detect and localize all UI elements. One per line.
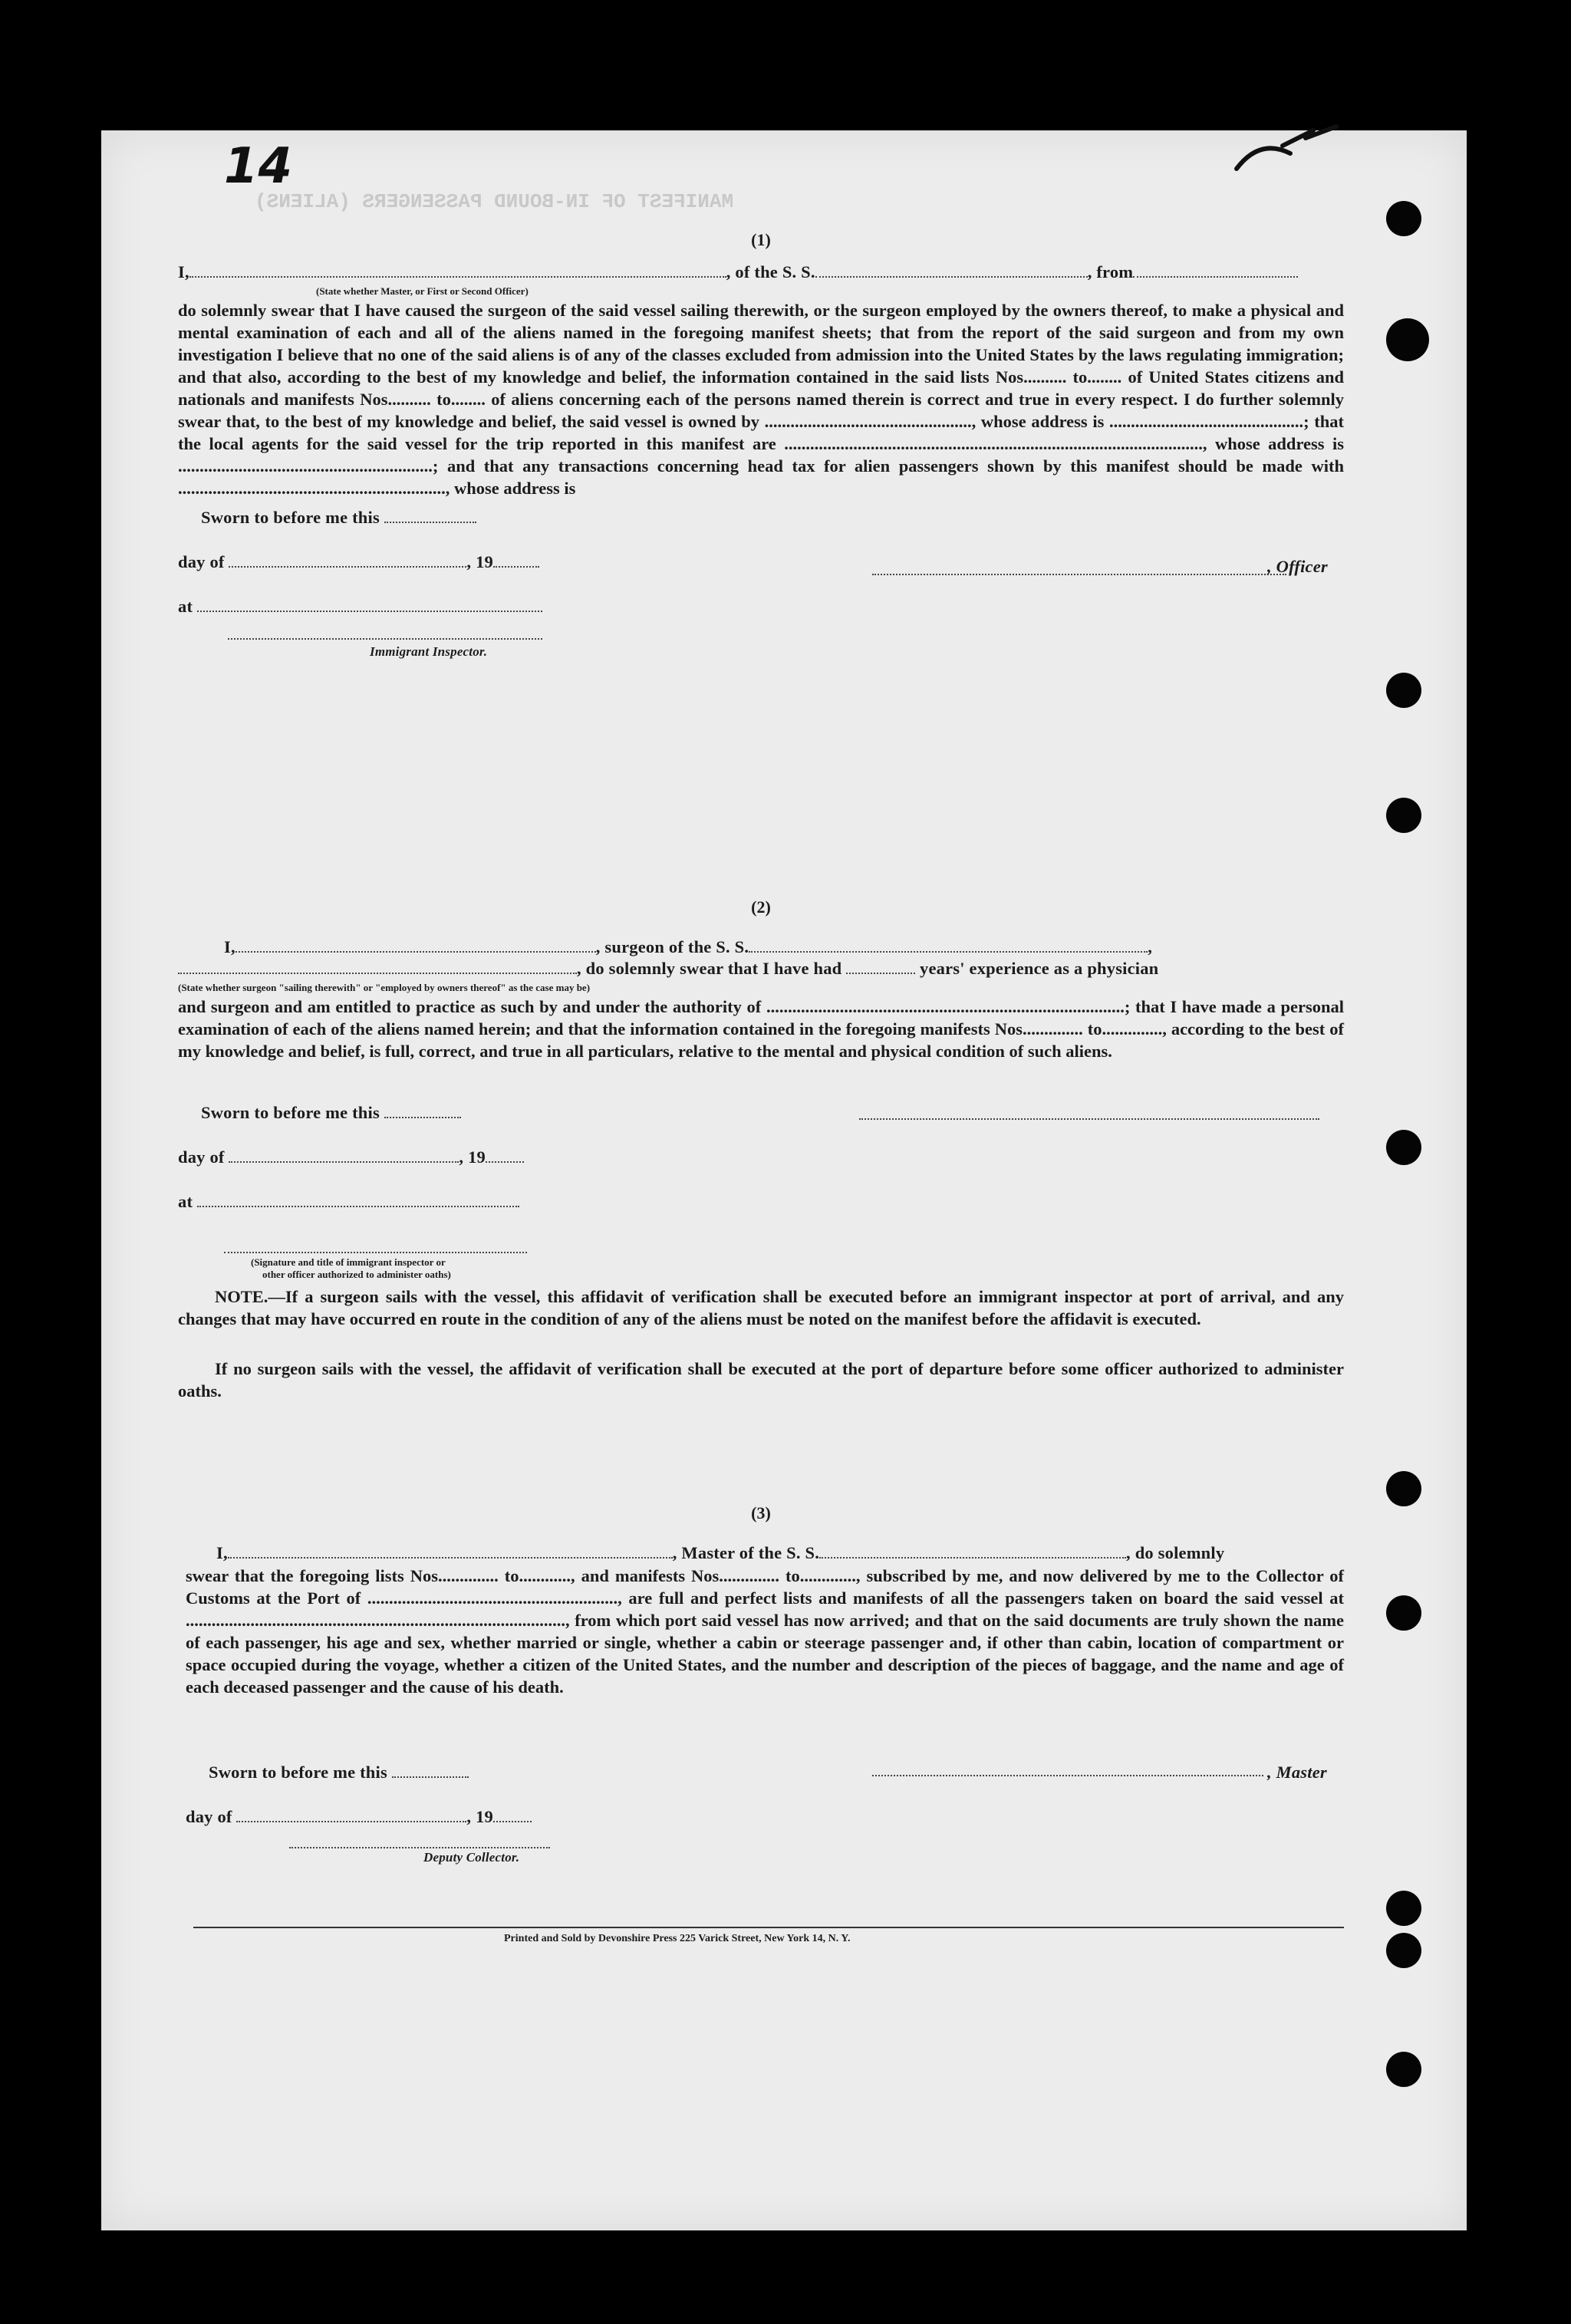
section-1-officer: , Officer [1267, 557, 1328, 576]
page-mark: 14 [224, 138, 293, 195]
section-1-body: do solemnly swear that I have caused the surgeon of the said vessel sailing therewith, or the surgeon employed by the owners thereof, to make a physical and mental examination of each and all of the aliens named in the foregoing manifest sheets; that from the report of the said surgeon and from my own investigation I believe that no one of the said aliens is of any of the classes excluded from admission into the United States by the laws regulating immigration; and that also, according to the best of my knowledge and belief, the information contained in the said lists Nos.......... to........ of United States citizens and nationals and manifests Nos.......... to........ of aliens concerning each of the persons named therein is correct and true in every respect. I do further solemnly swear that, to the best of my knowledge and belief, the said vessel is owned by ................................................, whose address is .............................................; that the local agents for the said vessel for the trip reported in this manifest are ................................................................................................., whose address is ...........................................................; and that any transactions concerning head tax for alien passengers shown by this manifest should be made with .............................................................., whose address is [178, 301, 1344, 498]
section-2-body: and surgeon and am entitled to practice as such by and under the authority of ...................................................................................; that I have made a personal examination of each of the aliens named herein; and that the information contained in the foregoing manifests Nos.............. to.............., according to the best of my knowledge and belief, is full, correct, and true in all particulars, relative to the mental and physical condition of such aliens. [178, 997, 1344, 1061]
section-1-officer-signature-line [872, 574, 1286, 575]
section-1-line-i: I, , of the S. S. , from [178, 262, 1298, 282]
section-3-line-i: I, , Master of the S. S. , do solemnly [216, 1543, 1225, 1562]
section-3-master: , Master [1267, 1763, 1327, 1782]
section-2-sworn: Sworn to before me this [201, 1103, 461, 1123]
footer-rule [193, 1927, 1344, 1928]
section-1-day-of: day of , 19 [178, 552, 539, 572]
section-2-line-i: I, , surgeon of the S. S. , [224, 937, 1153, 956]
manifest-page [101, 130, 1467, 2230]
punch-hole-8 [1386, 1891, 1421, 1926]
punch-hole-3 [1386, 673, 1421, 708]
section-3-collector-signature-line [289, 1847, 550, 1848]
section-2-signature-note-2: other officer authorized to administer oaths) [262, 1269, 451, 1280]
section-1-at: at [178, 597, 542, 617]
section-1-number: (1) [751, 230, 771, 249]
punch-hole-5 [1386, 1130, 1421, 1165]
section-2-years: , do solemnly swear that I have had years' experience as a physician [178, 959, 1158, 979]
handwritten-check-icon [1229, 123, 1344, 184]
section-3-sworn: Sworn to before me this [209, 1763, 469, 1783]
punch-hole-9 [1386, 1933, 1421, 1968]
section-2-signature-note-1: (Signature and title of immigrant inspector or [251, 1256, 446, 1268]
punch-hole-4 [1386, 798, 1421, 833]
section-1-sworn: Sworn to before me this [201, 508, 476, 528]
section-3-collector: Deputy Collector. [423, 1850, 520, 1865]
section-1-state-note: (State whether Master, or First or Second Officer) [316, 285, 529, 297]
punch-hole-7 [1386, 1595, 1421, 1631]
bleed-through-header: MANIFEST OF IN-BOUND PASSENGERS (ALIENS) [255, 190, 734, 213]
punch-hole-10 [1386, 2052, 1421, 2087]
section-1-inspector: Immigrant Inspector. [370, 644, 488, 659]
section-2-inspector-signature-line [224, 1252, 527, 1253]
section-2-at: at [178, 1192, 519, 1212]
section-2-signature-line [859, 1118, 1319, 1120]
section-2-note2: If no surgeon sails with the vessel, the affidavit of verification shall be executed at the port of departure before some officer authorized to administer oaths. [178, 1359, 1344, 1401]
section-1-inspector-signature-line [228, 638, 542, 640]
punch-hole-2 [1386, 318, 1429, 361]
punch-hole-6 [1386, 1471, 1421, 1506]
section-2-note: NOTE.—If a surgeon sails with the vessel, this affidavit of verification shall be executed before an immigrant inspector at port of arrival, and any changes that may have occurred en route in the condition of any of the aliens must be noted on the manifest before the affidavit is executed. [178, 1287, 1344, 1328]
section-3-master-signature-line [872, 1775, 1263, 1776]
section-3-body: swear that the foregoing lists Nos.............. to............, and manifests Nos.............. to............., subscribed by me, and now delivered by me to the Collector of Customs at the Port of .........................................................., are full and perfect lists and manifests of all the passengers taken on board the said vessel at ........................................................................................, from which port said vessel has now arrived; and that on the said documents are truly shown the name of each passenger, his age and sex, whether married or single, whether a cabin or steerage passenger and, if other than cabin, location of compartment or space occupied during the voyage, whether a citizen of the United States, and the number and description of the pieces of baggage, and the name and age of each deceased passenger and the cause of his death. [186, 1566, 1344, 1697]
section-2-number: (2) [751, 897, 771, 917]
punch-hole-1 [1386, 201, 1421, 236]
section-3-day-of: day of , 19 [186, 1807, 532, 1827]
section-2-state-note: (State whether surgeon "sailing therewith" or "employed by owners thereof" as the case may be) [178, 982, 591, 993]
section-2-day-of: day of , 19 [178, 1147, 524, 1167]
footer-printer: Printed and Sold by Devonshire Press 225 Varick Street, New York 14, N. Y. [504, 1933, 851, 1944]
section-3-number: (3) [751, 1503, 771, 1522]
